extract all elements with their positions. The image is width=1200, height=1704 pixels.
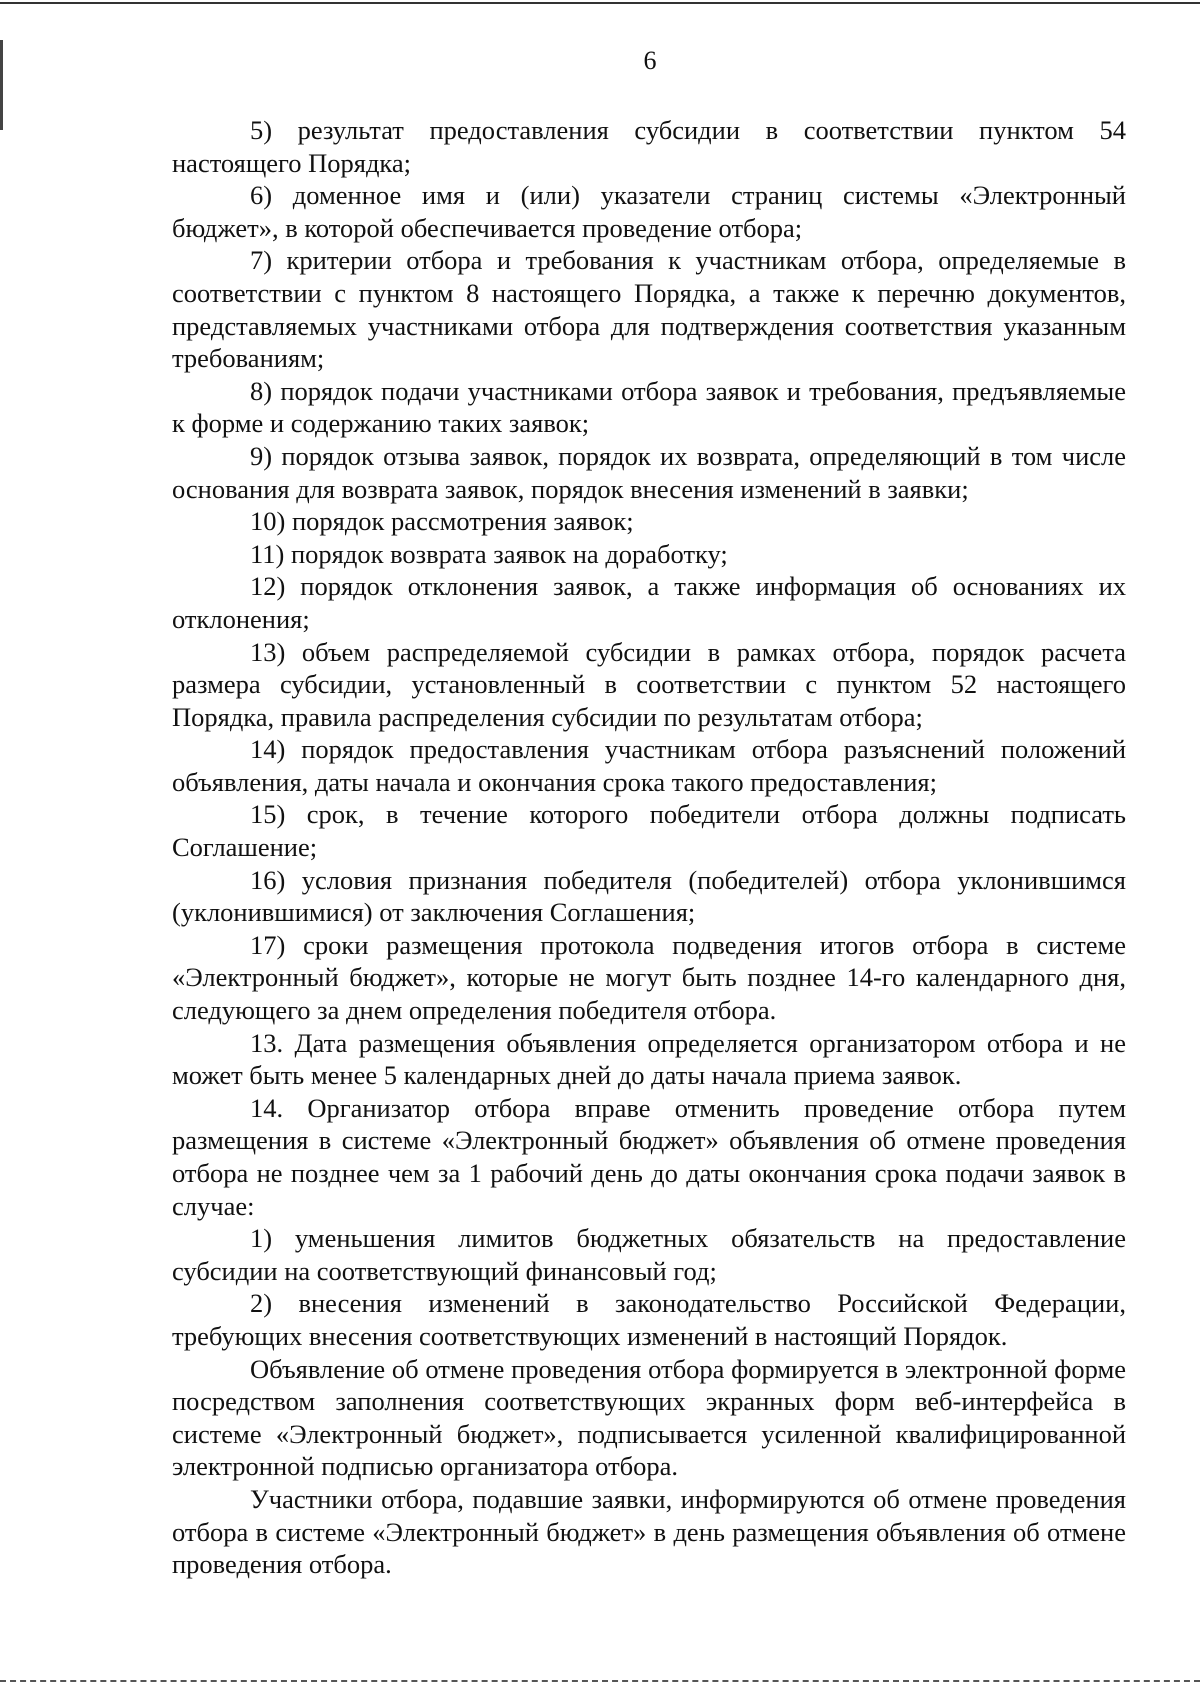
paragraph-item-12: 12) порядок отклонения заявок, а также информация об основаниях их отклонения; (172, 571, 1126, 634)
paragraph-cancellation-form: Объявление об отмене проведения отбора формируется в электронной форме посредством заполнения соответствующих экранных форм веб-интерфейса в системе «Электронный бюджет», подписывается усиленной квалифицированной электронной подписью организатора отбора. (172, 1353, 1126, 1482)
scan-edge-top (0, 2, 1200, 4)
paragraph-item-5: 5) результат предоставления субсидии в соответствии пунктом 54 настоящего Порядка; (172, 115, 1126, 178)
paragraph-item-17: 17) сроки размещения протокола подведения итогов отбора в системе «Электронный бюджет», которые не могут быть позднее 14-го календарного дня, следующего за днем определения победителя отбора. (172, 929, 1126, 1026)
scan-edge-bottom (0, 1680, 1200, 1682)
paragraph-item-10: 10) порядок рассмотрения заявок; (250, 506, 634, 537)
paragraph-item-6: 6) доменное имя и (или) указатели страниц системы «Электронный бюджет», в которой обеспечивается проведение отбора; (172, 180, 1126, 243)
paragraph-clause-14: 14. Организатор отбора вправе отменить проведение отбора путем размещения в системе «Электронный бюджет» объявления об отмене проведения отбора не позднее чем за 1 рабочий день до даты окончания срока подачи заявок в случае: (172, 1092, 1126, 1221)
paragraph-clause-13: 13. Дата размещения объявления определяется организатором отбора и не может быть менее 5 календарных дней до даты начала приема заявок. (172, 1027, 1126, 1091)
paragraph-item-13: 13) объем распределяемой субсидии в рамках отбора, порядок расчета размера субсидии, установленный в соответствии с пунктом 52 настоящего Порядка, правила распределения субсидии по результатам отбора; (172, 636, 1126, 732)
paragraph-subitem-1: 1) уменьшения лимитов бюджетных обязательств на предоставление субсидии на соответствующий финансовый год; (172, 1223, 1126, 1286)
document-body (172, 114, 1126, 1581)
paragraph-item-7: 7) критерии отбора и требования к участникам отбора, определяемые в соответствии с пунктом 8 настоящего Порядка, а также к перечню документов, представляемых участниками отбора для подтверждения соответствия указанным требованиям; (172, 245, 1126, 374)
paragraph-subitem-2: 2) внесения изменений в законодательство Российской Федерации, требующих внесения соответствующих изменений в настоящий Порядок. (172, 1288, 1126, 1351)
paragraph-item-11: 11) порядок возврата заявок на доработку; (250, 538, 728, 569)
paragraph-item-15: 15) срок, в течение которого победители отбора должны подписать Соглашение; (172, 799, 1126, 863)
paragraph-participants-notice: Участники отбора, подавшие заявки, информируются об отмене проведения отбора в системе «Электронный бюджет» в день размещения объявления об отмене проведения отбора. (172, 1483, 1126, 1580)
paragraph-item-14: 14) порядок предоставления участникам отбора разъяснений положений объявления, даты начала и окончания срока такого предоставления; (172, 734, 1126, 797)
paragraph-item-8: 8) порядок подачи участниками отбора заявок и требования, предъявляемые к форме и содержанию таких заявок; (172, 375, 1126, 439)
page-number: 6 (643, 46, 657, 75)
paragraph-item-16: 16) условия признания победителя (победителей) отбора уклонившимся (уклонившимися) от заключения Соглашения; (172, 864, 1126, 928)
paragraph-item-9: 9) порядок отзыва заявок, порядок их возврата, определяющий в том числе основания для возврата заявок, порядок внесения изменений в заявки; (172, 440, 1126, 504)
